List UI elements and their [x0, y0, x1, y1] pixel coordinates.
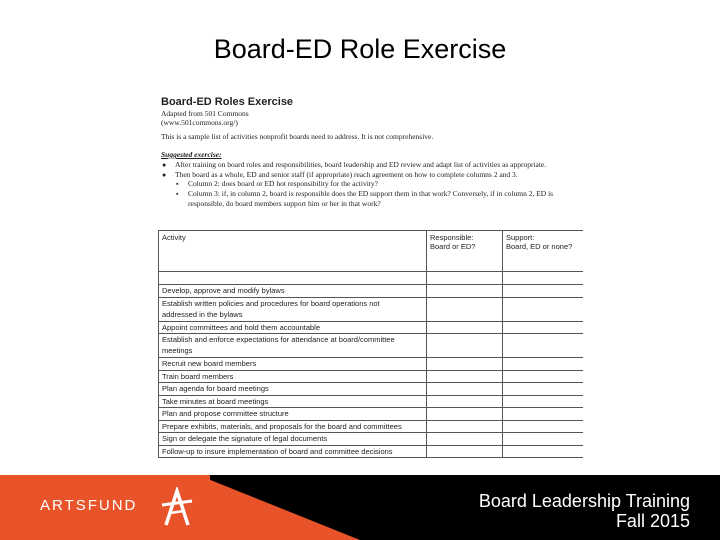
- table-row: Plan agenda for board meetings: [159, 383, 584, 396]
- table-row: Establish written policies and procedures for board operations not addressed in the bylaws: [159, 297, 584, 321]
- header-support: Support: Board, ED or none?: [503, 231, 584, 272]
- table-row: Prepare exhibits, materials, and proposals for the board and committees: [159, 420, 584, 433]
- table-row: Plan and propose committee structure: [159, 408, 584, 421]
- table-spacer-row: [159, 272, 584, 285]
- document-image: [158, 96, 583, 462]
- table-row: Train board members: [159, 370, 584, 383]
- training-line1: Board Leadership Training: [478, 491, 690, 511]
- artsfund-logo-text: ARTSFUND: [40, 497, 138, 514]
- bullet-icon: ●: [162, 161, 167, 169]
- table-row: Sign or delegate the signature of legal documents: [159, 433, 584, 446]
- doc-adapted: Adapted from 501 Commons: [161, 109, 249, 118]
- doc-bullet: After training on board roles and responsibilities, board leadership and ED review and adapt list of activities as appropriate.: [175, 160, 547, 169]
- header-responsible: Responsible: Board or ED?: [427, 231, 503, 272]
- table-row: Take minutes at board meetings: [159, 395, 584, 408]
- slide-title: Board-ED Role Exercise: [213, 34, 507, 64]
- footer-banner: [0, 475, 720, 540]
- doc-heading: Board-ED Roles Exercise: [161, 96, 294, 108]
- table-row: Develop, approve and modify bylaws: [159, 285, 584, 298]
- doc-bullet: Then board as a whole, ED and senior staff (if appropriate) reach agreement on how to complete columns 2 and 3.: [175, 170, 518, 179]
- doc-sub-bullet: Column 2: does board or ED hot responsibility for the activity?: [188, 179, 378, 188]
- square-bullet-icon: ▪: [176, 190, 179, 198]
- table-row: Establish and enforce expectations for attendance at board/committee meetings: [159, 334, 584, 358]
- table-row: Appoint committees and hold them accountable: [159, 321, 584, 334]
- roles-table: [158, 230, 583, 458]
- training-label: [479, 491, 690, 531]
- doc-sub-bullet-cont: responsible, do board members support him or her in that work?: [188, 199, 381, 208]
- header-activity: Activity: [159, 231, 427, 272]
- table-header-row: [159, 231, 584, 272]
- square-bullet-icon: ▪: [176, 180, 179, 188]
- bullet-icon: ●: [162, 171, 167, 179]
- table-row: Recruit new board members: [159, 358, 584, 371]
- doc-suggested-label: Suggested exercise:: [161, 150, 222, 159]
- doc-intro: This is a sample list of activities nonprofit boards need to address. It is not comprehensive.: [161, 132, 434, 141]
- training-line2: Fall 2015: [615, 511, 690, 531]
- doc-url: (www.501commons.org/): [161, 118, 238, 127]
- artsfund-logo-icon: [160, 487, 194, 527]
- doc-sub-bullet: Column 3: if, in column 2, board is responsible does the ED support them in that work? Conversely, if in column 2, ED is: [188, 189, 554, 198]
- table-row: Follow-up to insure implementation of board and committee decisions: [159, 445, 584, 458]
